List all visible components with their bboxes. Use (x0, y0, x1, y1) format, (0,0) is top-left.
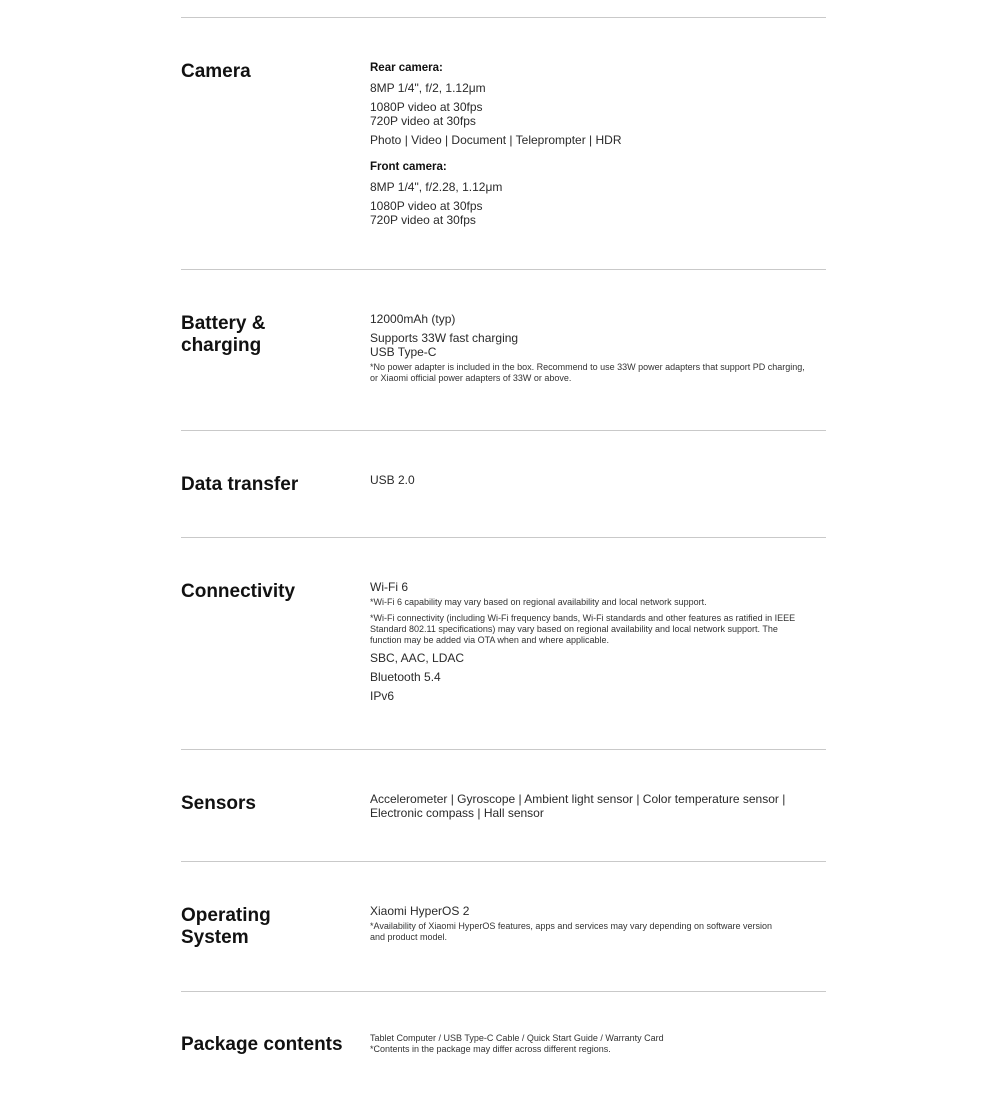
rear-camera-label: Rear camera: (370, 62, 443, 74)
connectivity-specs (370, 580, 810, 703)
section-divider (181, 537, 826, 538)
data-transfer-value: USB 2.0 (370, 473, 415, 487)
battery-capacity: 12000mAh (typ) (370, 312, 456, 326)
wifi-version: Wi-Fi 6 (370, 580, 408, 594)
section-divider (181, 749, 826, 750)
battery-port: USB Type-C (370, 345, 437, 359)
sensors-list: Accelerometer | Gyroscope | Ambient light sensor | Color temperature sensor | Electronic compass | Hall sensor (370, 792, 786, 820)
camera-specs (370, 61, 810, 227)
front-camera-sensor: 8MP 1/4", f/2.28, 1.12μm (370, 180, 503, 194)
battery-heading (181, 313, 361, 357)
front-camera-label: Front camera: (370, 161, 447, 173)
os-name: Xiaomi HyperOS 2 (370, 904, 470, 918)
section-divider (181, 430, 826, 431)
connectivity-heading: Connectivity (181, 581, 296, 602)
os-heading-line-1: Operating (181, 905, 271, 926)
front-camera-video-720: 720P video at 30fps (370, 213, 476, 227)
package-heading: Package contents (181, 1034, 343, 1055)
rear-camera-modes: Photo | Video | Document | Teleprompter | HDR (370, 133, 622, 147)
rear-camera-video-720: 720P video at 30fps (370, 114, 476, 128)
ipv6-support: IPv6 (370, 689, 395, 703)
os-specs (370, 904, 780, 943)
bluetooth-version: Bluetooth 5.4 (370, 670, 441, 684)
battery-heading-line-2: charging (181, 335, 262, 356)
section-divider (181, 861, 826, 862)
battery-note: *No power adapter is included in the box. Recommend to use 33W power adapters that support PD charging, or Xiaomi official power adapters of 33W or above. (370, 362, 805, 383)
section-divider (181, 991, 826, 992)
rear-camera-video-1080: 1080P video at 30fps (370, 100, 483, 114)
battery-charging: Supports 33W fast charging (370, 331, 519, 345)
audio-codecs: SBC, AAC, LDAC (370, 651, 465, 665)
package-items: Tablet Computer / USB Type-C Cable / Quick Start Guide / Warranty Card (370, 1033, 664, 1043)
camera-heading: Camera (181, 61, 251, 82)
os-heading (181, 905, 361, 949)
os-heading-line-2: System (181, 927, 249, 948)
data-transfer-heading: Data transfer (181, 474, 299, 495)
section-divider (181, 269, 826, 270)
wifi-note-capability: *Wi-Fi 6 capability may vary based on regional availability and local network support. (370, 597, 707, 607)
battery-specs (370, 312, 810, 384)
data-transfer-specs (370, 473, 810, 487)
package-specs (370, 1033, 810, 1055)
os-note: *Availability of Xiaomi HyperOS features, apps and services may vary depending on software version and product model. (370, 921, 773, 942)
front-camera-video-1080: 1080P video at 30fps (370, 199, 483, 213)
package-note: *Contents in the package may differ across different regions. (370, 1044, 611, 1054)
battery-heading-line-1: Battery & (181, 313, 266, 334)
section-divider (181, 17, 826, 18)
sensors-heading: Sensors (181, 793, 256, 814)
sensors-specs (370, 792, 790, 820)
wifi-note-connectivity: *Wi-Fi connectivity (including Wi-Fi frequency bands, Wi-Fi standards and other features as ratified in IEEE Standard 802.11 specifications) may vary based on regional availability and local network support. The function may be added via OTA when and where applicable. (370, 613, 796, 645)
rear-camera-sensor: 8MP 1/4", f/2, 1.12μm (370, 81, 486, 95)
